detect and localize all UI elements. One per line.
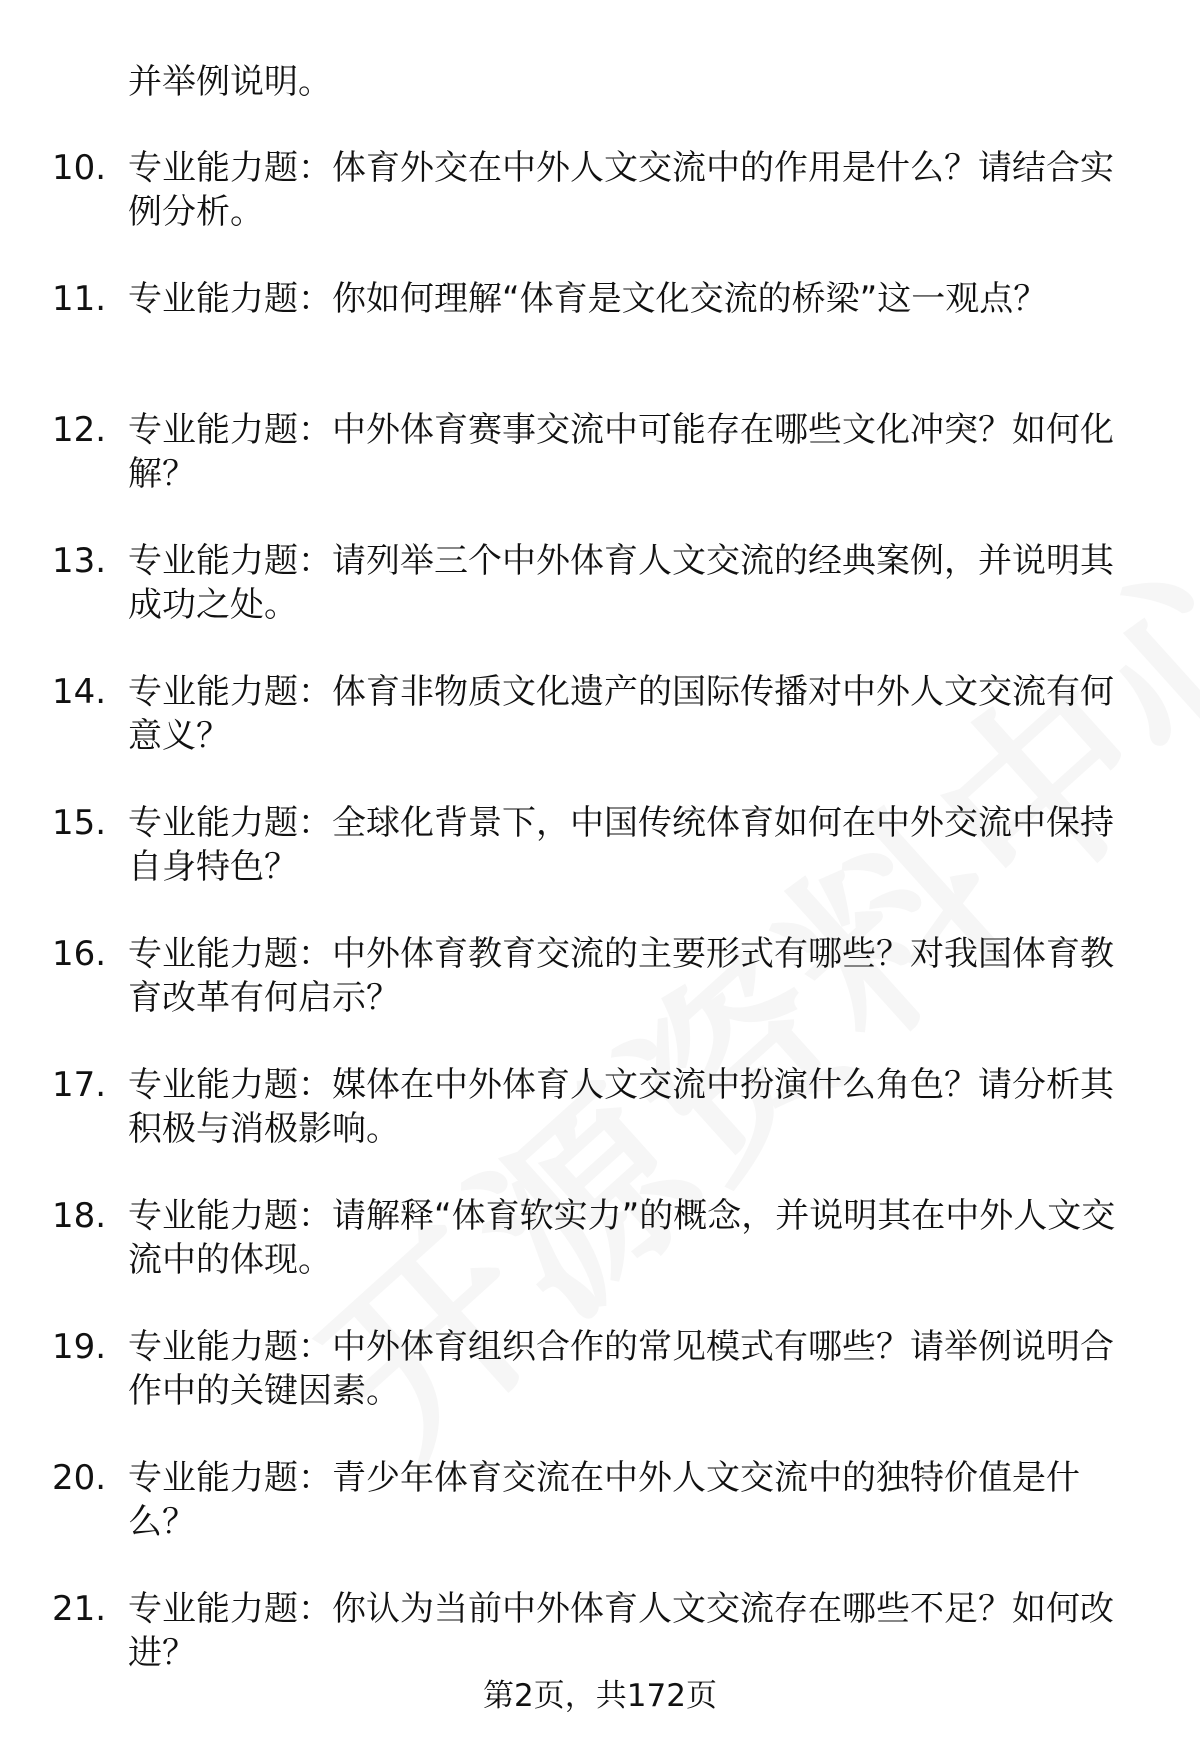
question-item: [0, 1063, 1200, 1194]
question-item: [0, 932, 1200, 1063]
question-list: [0, 146, 1200, 1718]
question-text: 专业能力题：全球化背景下，中国传统体育如何在中外交流中保持自身特色？: [128, 803, 1114, 887]
question-number: 15.: [52, 803, 107, 843]
question-item: [0, 1325, 1200, 1456]
question-item: [0, 801, 1200, 932]
question-text: 专业能力题：中外体育赛事交流中可能存在哪些文化冲突？如何化解？: [128, 410, 1114, 494]
continuation-text: 并举例说明。: [128, 62, 332, 102]
question-item: [0, 670, 1200, 801]
question-number: 17.: [52, 1065, 107, 1105]
question-text: 专业能力题：请解释“体育软实力”的概念，并说明其在中外人文交流中的体现。: [128, 1196, 1116, 1280]
question-text: 专业能力题：体育外交在中外人文交流中的作用是什么？请结合实例分析。: [128, 148, 1114, 232]
question-number: 13.: [52, 541, 107, 581]
question-number: 14.: [52, 672, 107, 712]
question-item: [0, 1194, 1200, 1325]
question-text: 专业能力题：你如何理解“体育是文化交流的桥梁”这一观点？: [128, 279, 1048, 319]
question-number: 19.: [52, 1327, 107, 1367]
question-number: 20.: [52, 1458, 107, 1498]
question-number: 18.: [52, 1196, 107, 1236]
question-text: 专业能力题：媒体在中外体育人文交流中扮演什么角色？请分析其积极与消极影响。: [128, 1065, 1114, 1149]
question-text: 专业能力题：请列举三个中外体育人文交流的经典案例，并说明其成功之处。: [128, 541, 1114, 625]
question-number: 12.: [52, 410, 107, 450]
question-text: 专业能力题：你认为当前中外体育人文交流存在哪些不足？如何改进？: [128, 1589, 1114, 1673]
question-text: 专业能力题：青少年体育交流在中外人文交流中的独特价值是什么？: [128, 1458, 1080, 1542]
question-text: 专业能力题：中外体育教育交流的主要形式有哪些？对我国体育教育改革有何启示？: [128, 934, 1114, 1018]
question-item: [0, 539, 1200, 670]
page-footer: 第2页，共172页: [483, 1678, 717, 1714]
question-number: 21.: [52, 1589, 107, 1629]
question-item: [0, 146, 1200, 277]
question-number: 11.: [52, 279, 107, 319]
question-number: 10.: [52, 148, 107, 188]
question-number: 16.: [52, 934, 107, 974]
question-text: 专业能力题：体育非物质文化遗产的国际传播对中外人文交流有何意义？: [128, 672, 1114, 756]
question-item: [0, 277, 1200, 408]
question-item: [0, 408, 1200, 539]
question-text: 专业能力题：中外体育组织合作的常见模式有哪些？请举例说明合作中的关键因素。: [128, 1327, 1114, 1411]
question-item: [0, 1456, 1200, 1587]
